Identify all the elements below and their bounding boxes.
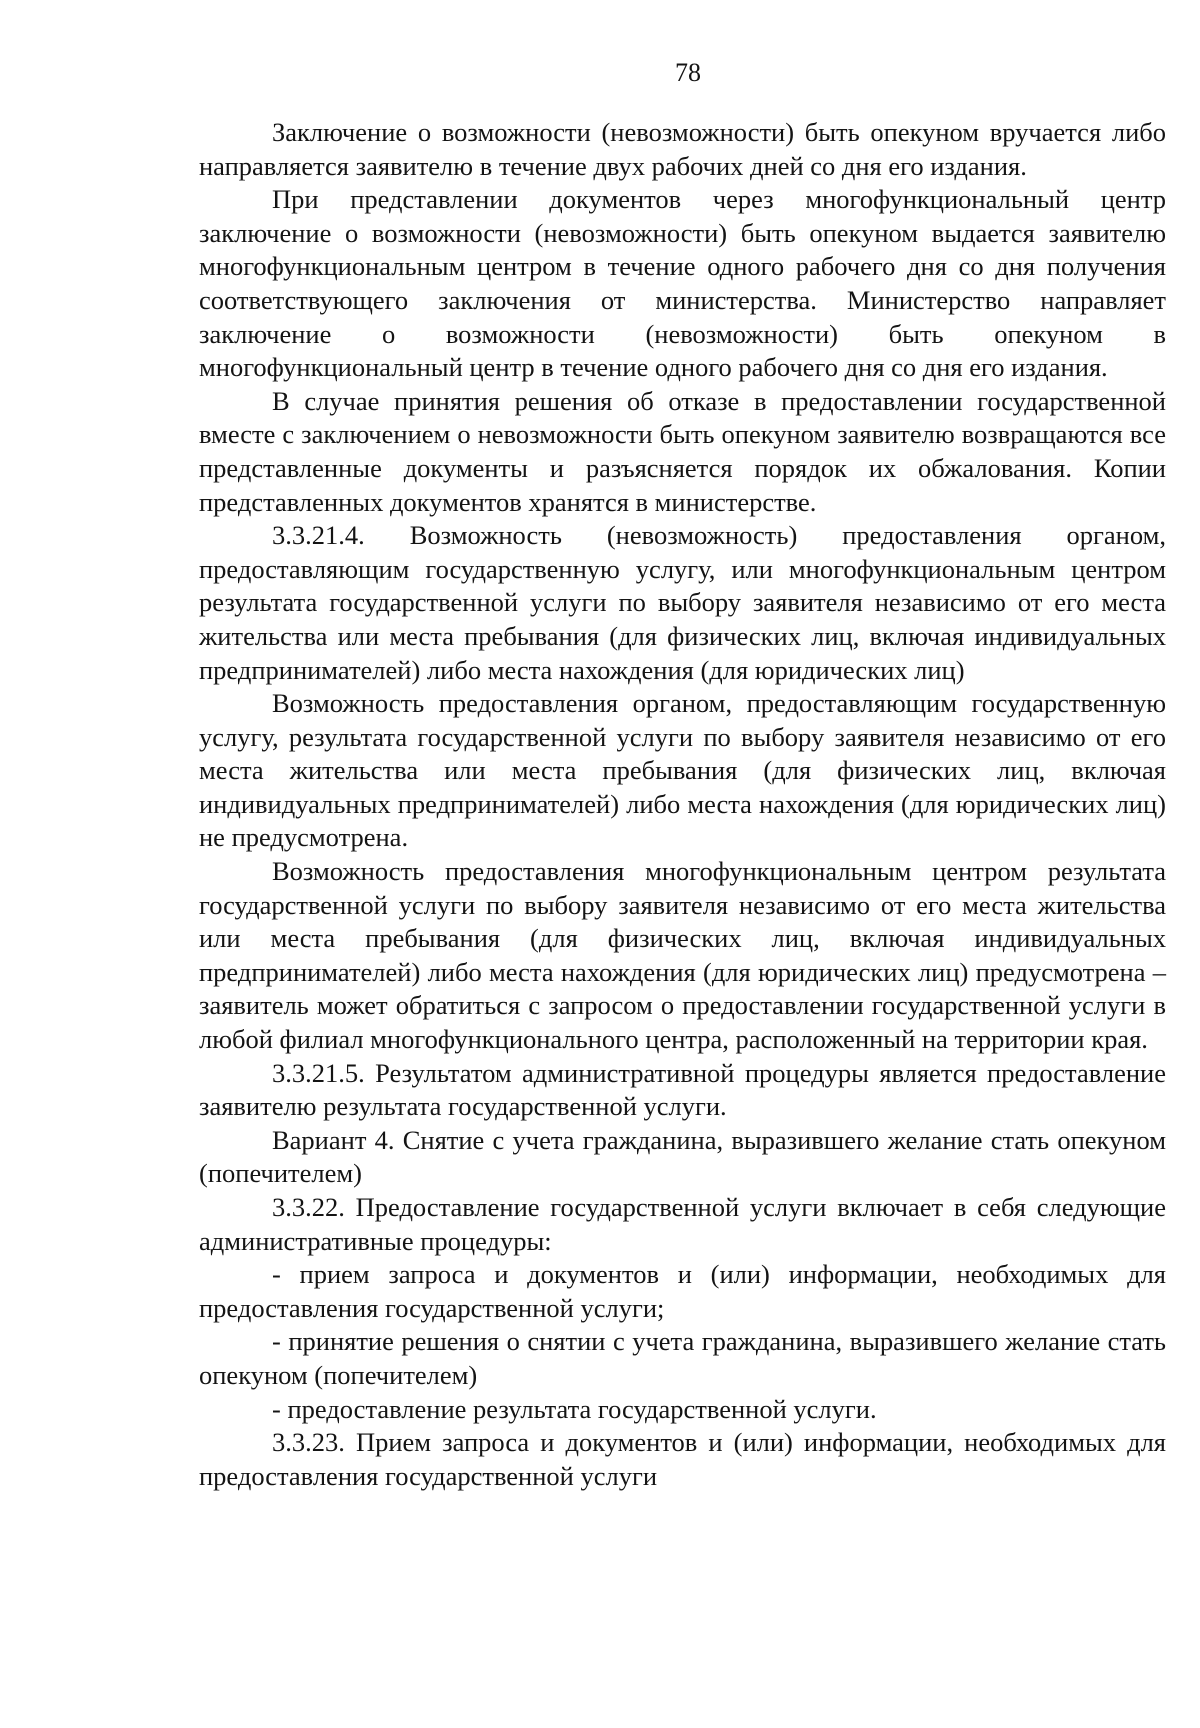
paragraph-3-3-23: 3.3.23. Прием запроса и документов и (или) информации, необходимых для предоставления государственной услуги	[199, 1427, 1166, 1491]
paragraph-refusal: В случае принятия решения об отказе в предоставлении государственной вместе с заключением о невозможности быть опекуном заявителю возвращаются все представленные документы и разъясняется порядок их обжалования. Копии представленных документов хранятся в министерстве.	[199, 385, 1166, 517]
paragraph-organ-extraterritorial: Возможность предоставления органом, предоставляющим государственную услугу, результата государственной услуги по выбору заявителя независимо от его места жительства или места пребывания (для физических лиц, включая индивидуальных предпринимателей) либо места нахождения (для юридических лиц) не предусмотрена.	[199, 688, 1166, 853]
paragraph-3-3-21-4: 3.3.21.4. Возможность (невозможность) предоставления органом, предоставляющим государственную услугу, или многофункциональным центром результата государственной услуги по выбору заявителя независимо от его места жительства или места пребывания (для физических лиц, включая индивидуальных предпринимателей) либо места нахождения (для юридических лиц)	[199, 520, 1166, 685]
paragraph-3-3-21-5: 3.3.21.5. Результатом административной процедуры является предоставление заявителю результата государственной услуги.	[199, 1057, 1166, 1122]
paragraph-conclusion-delivery: Заключение о возможности (невозможности) быть опекуном вручается либо направляется заявителю в течение двух рабочих дней со дня его издания.	[199, 117, 1166, 181]
list-item-procedure-1: - прием запроса и документов и (или) информации, необходимых для предоставления государственной услуги;	[199, 1259, 1166, 1323]
paragraph-mfc-extraterritorial: Возможность предоставления многофункциональным центром результата государственной услуги по выбору заявителя независимо от его места жительства или места пребывания (для физических лиц, включая индивидуальных предпринимателей) либо места нахождения (для юридических лиц) предусмотрена – заявитель может обратиться с запросом о предоставлении государственной услуги в любой филиал многофункционального центра, расположенный на территории края.	[199, 856, 1166, 1055]
document-body	[199, 116, 1166, 1493]
paragraph-mfc-delivery: При представлении документов через многофункциональный центр заключение о возможности (невозможности) быть опекуном выдается заявителю многофункциональным центром в течение одного рабочего дня со дня получения соответствующего заключения от министерства. Министерство направляет заключение о возможности (невозможности) быть опекуном в многофункциональный центр в течение одного рабочего дня со дня его издания.	[199, 184, 1166, 383]
list-item-procedure-2: - принятие решения о снятии с учета гражданина, выразившего желание стать опекуном (попечителем)	[199, 1326, 1166, 1390]
page-number: 78	[675, 58, 701, 87]
paragraph-3-3-22: 3.3.22. Предоставление государственной услуги включает в себя следующие административные процедуры:	[199, 1192, 1166, 1256]
paragraph-variant-4-heading: Вариант 4. Снятие с учета гражданина, выразившего желание стать опекуном (попечителем)	[199, 1124, 1166, 1189]
list-item-procedure-3: - предоставление результата государственной услуги.	[272, 1393, 877, 1424]
